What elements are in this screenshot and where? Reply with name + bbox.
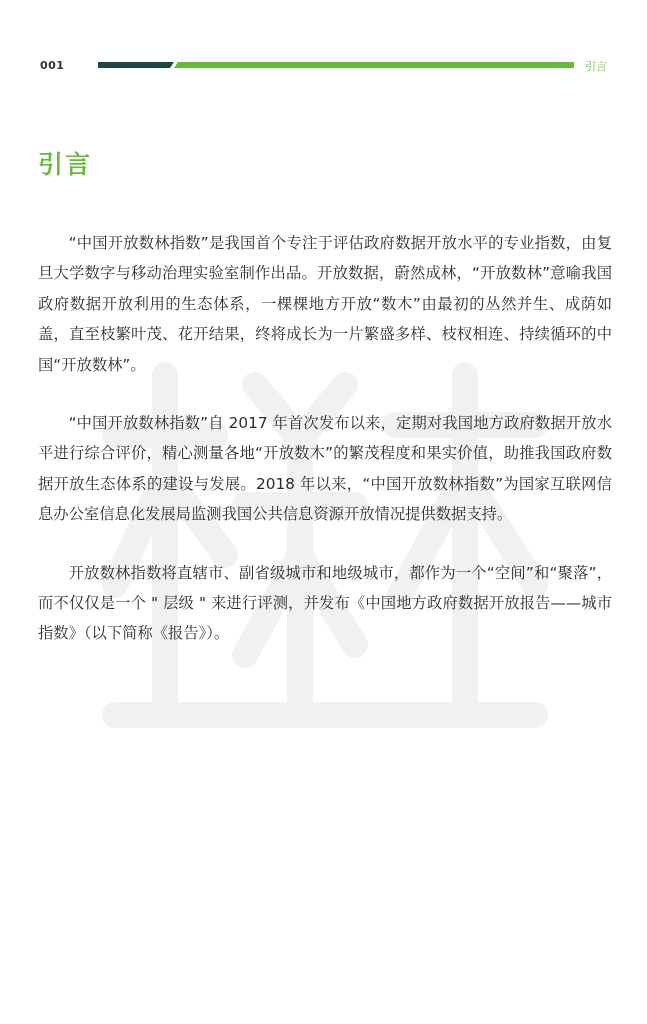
paragraph-history: “中国开放数林指数”自 2017 年首次发布以来，定期对我国地方政府数据开放水平进行综合评价，精心测量各地“开放数木”的繁茂程度和果实价值，助推我国政府数据开放生态体系的建设与发展。2018 年以来，“中国开放数林指数”为国家互联网信息办公室信息化发展局监测我国公共信息资源开放情况提供数据支持。	[38, 414, 612, 524]
header-divider-bar	[98, 62, 574, 68]
section-tag: 引言	[585, 60, 607, 73]
paragraph-scope: 开放数林指数将直辖市、副省级城市和地级城市，都作为一个“空间”和“聚落”，而不仅仅是一个 " 层级 " 来进行评测，并发布《中国地方政府数据开放报告——城市指数》（以下简称《报告》）。	[38, 563, 612, 643]
body-text	[38, 228, 612, 677]
page-number: 001	[40, 59, 65, 72]
page-title: 引言	[38, 150, 93, 179]
paragraph-intro: “中国开放数林指数”是我国首个专注于评估政府数据开放水平的专业指数，由复旦大学数字与移动治理实验室制作出品。开放数据，蔚然成林，“开放数林”意喻我国政府数据开放利用的生态体系，一棵棵地方开放“数木”由最初的丛然并生、成荫如盖，直至枝繁叶茂、花开结果，终将成长为一片繁盛多样、枝杈相连、持续循环的中国“开放数林”。	[38, 234, 612, 374]
